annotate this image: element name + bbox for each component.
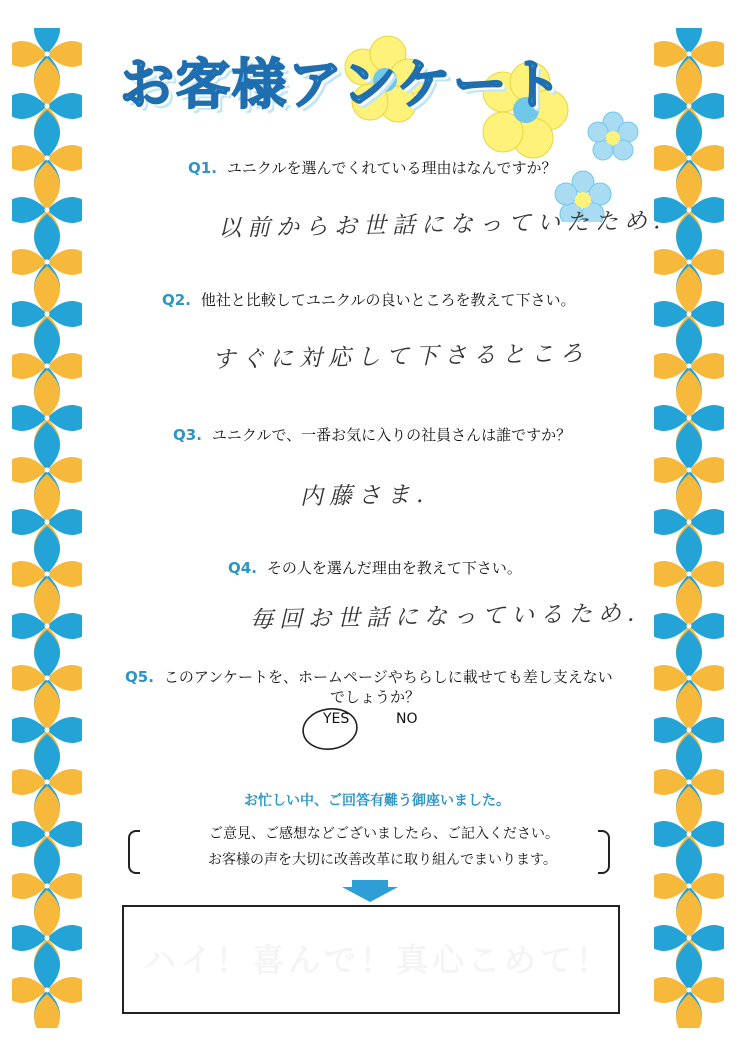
answer-1: 以前からお世話になっていたため. [217, 208, 667, 242]
question-3 [173, 424, 571, 445]
border-dot [45, 676, 50, 681]
border-dot [45, 988, 50, 993]
question-number: Q2. [162, 291, 191, 309]
question-1 [188, 157, 556, 178]
border-petal [676, 994, 702, 1028]
page-title: お客様アンケート [120, 53, 565, 116]
question-text: 他社と比較してユニクルの良いところを教えて下さい。 [200, 291, 576, 309]
border-petal [34, 994, 60, 1028]
border-dot [687, 364, 692, 369]
question-5-line-2: でしょうか？ [330, 688, 421, 706]
left-flower-border [12, 28, 82, 1028]
title-area [108, 32, 668, 222]
comment-box-watermark: ハイ！喜んで！真心こめて！ [144, 941, 613, 979]
border-dot [687, 156, 692, 161]
answer-2: すぐに対応して下さるところ [211, 340, 590, 374]
border-dot [45, 208, 50, 213]
border-dot [45, 520, 50, 525]
border-dot [45, 260, 50, 265]
border-dot [687, 572, 692, 577]
border-dot [687, 312, 692, 317]
question-5 [125, 666, 613, 687]
question-number: Q5. [125, 668, 154, 686]
border-dot [45, 884, 50, 889]
left-bracket [128, 830, 140, 874]
border-dot [687, 520, 692, 525]
border-dot [687, 780, 692, 785]
border-dot [45, 780, 50, 785]
border-dot [45, 468, 50, 473]
border-dot [687, 936, 692, 941]
border-dot [45, 364, 50, 369]
border-dot [687, 884, 692, 889]
border-dot [45, 416, 50, 421]
question-number: Q3. [173, 426, 202, 444]
border-dot [45, 572, 50, 577]
border-dot [687, 52, 692, 57]
question-text: ユニクルを選んでくれている理由はなんですか？ [226, 159, 557, 177]
note-line-2: お客様の声を大切に改善改革に取り組んでまいります。 [208, 852, 557, 868]
right-bracket [598, 830, 610, 874]
border-dot [45, 624, 50, 629]
down-arrow-icon [342, 880, 398, 902]
border-dot [687, 832, 692, 837]
question-text: ユニクルで、一番お気に入りの社員さんは誰ですか？ [211, 426, 572, 444]
border-dot [687, 468, 692, 473]
border-dot [45, 312, 50, 317]
question-text: その人を選んだ理由を教えて下さい。 [266, 559, 522, 577]
border-dot [687, 208, 692, 213]
answer-4: 毎回お世話になっているため. [249, 600, 641, 634]
border-dot [687, 988, 692, 993]
border-dot [687, 676, 692, 681]
border-dot [45, 52, 50, 57]
question-number: Q1. [188, 159, 217, 177]
answer-3: 内藤さま. [299, 481, 430, 511]
border-dot [45, 832, 50, 837]
yes-selection-circle [298, 703, 368, 753]
border-dot [687, 260, 692, 265]
thanks-message: お忙しい中、ご回答有難う御座いました。 [244, 793, 510, 809]
question-text-line-1: このアンケートを、ホームページやちらしに載せても差し支えない [163, 668, 613, 686]
question-2 [162, 289, 575, 310]
note-line-1: ご意見、ご感想などございましたら、ご記入ください。 [209, 826, 559, 842]
option-no[interactable]: NO [396, 711, 418, 727]
border-dot [45, 936, 50, 941]
border-dot [45, 156, 50, 161]
border-dot [687, 728, 692, 733]
question-number: Q4. [228, 559, 257, 577]
option-yes[interactable]: YES [323, 711, 350, 727]
comment-box[interactable] [122, 905, 620, 1014]
border-dot [687, 416, 692, 421]
border-dot [687, 624, 692, 629]
border-dot [45, 104, 50, 109]
border-dot [45, 728, 50, 733]
border-dot [687, 104, 692, 109]
question-4 [228, 557, 522, 578]
